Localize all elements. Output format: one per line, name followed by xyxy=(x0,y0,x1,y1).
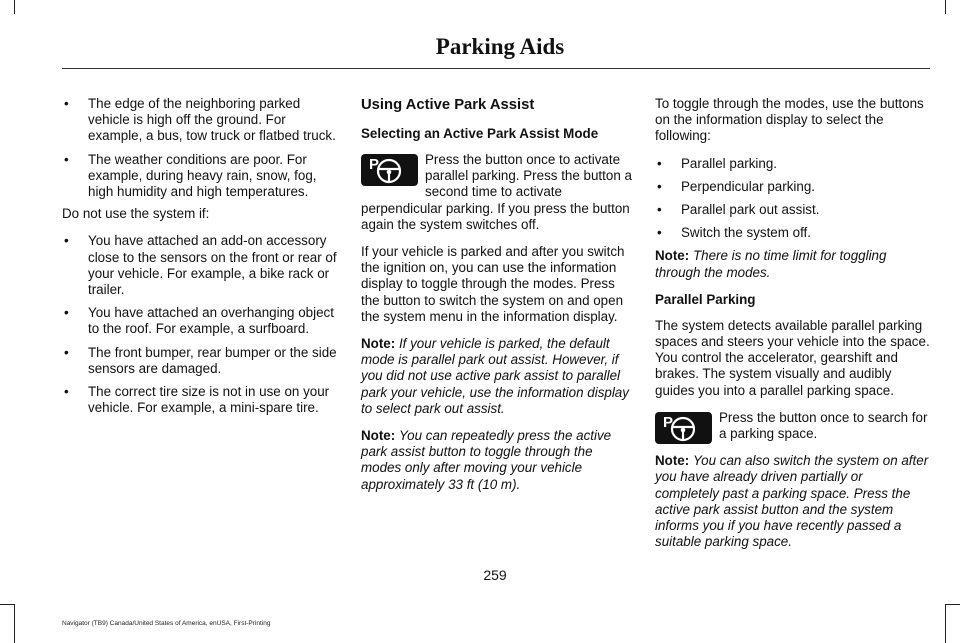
crop-mark-top-left-v xyxy=(14,0,15,14)
column-1 xyxy=(62,96,338,423)
paragraph: P Press the button once to activate parallel parking. Press the button a second time to activate perpendicular parking. If you press the button again the system switches off. xyxy=(361,152,632,232)
paragraph: The system detects available parallel parking spaces and steers your vehicle into the space. You control the accelerator, gearshift and brakes. The system visually and audibly guides you into a parallel parking space. xyxy=(655,317,930,398)
list-item: • Parallel park out assist. xyxy=(657,202,820,218)
crop-mark-top-right-v xyxy=(945,0,946,14)
column-2 xyxy=(361,96,633,504)
park-assist-button-icon xyxy=(655,412,712,444)
header-rule xyxy=(62,68,930,69)
list-item: • Parallel parking. xyxy=(657,155,778,171)
list-item: • The weather conditions are poor. For example, during heavy rain, snow, fog, high humidity and high temperatures. xyxy=(64,151,317,200)
list-item: • Switch the system off. xyxy=(657,225,811,241)
note: Note: You can repeatedly press the active park assist button to toggle through the modes only after moving your vehicle approximately 33 ft (10 m). xyxy=(361,428,612,492)
section-heading: Using Active Park Assist xyxy=(361,97,535,113)
park-assist-button-icon xyxy=(361,154,418,186)
column-3 xyxy=(655,96,930,561)
modes-list xyxy=(655,156,930,242)
paragraph: If your vehicle is parked and after you switch the ignition on, you can use the information display to toggle through the modes. Press the button to switch the system on and open the system menu in the information display. xyxy=(361,244,625,324)
note: Note: You can also switch the system on after you have already driven partially or completely past a parking space. Press the active park assist button and the system informs you if you have recently passed a suitable parking space. xyxy=(655,453,929,550)
page-title: Parking Aids xyxy=(435,34,565,59)
note: Note: If your vehicle is parked, the default mode is parallel park out assist. However, if you did not use active park assist to parallel park your vehicle, use the information display to select park out assist. xyxy=(361,336,629,416)
svg-text:P: P xyxy=(663,413,674,431)
bullet-icon: • xyxy=(64,384,69,400)
paragraph: To toggle through the modes, use the buttons on the information display to select the following: xyxy=(655,96,924,144)
do-not-use-list xyxy=(62,233,338,416)
list-item: • You have attached an add-on accessory close to the sensors on the front or rear of your vehicle. For example, a bike rack or trailer. xyxy=(64,233,337,298)
list-item: • The front bumper, rear bumper or the side sensors are damaged. xyxy=(64,344,337,376)
bullet-icon: • xyxy=(64,233,69,249)
crop-mark-bottom-left-v xyxy=(14,604,15,643)
crop-mark-bottom-right-h xyxy=(946,604,960,605)
list-item: • The edge of the neighboring parked vehicle is high off the ground. For example, a bus, tow truck or flatbed truck. xyxy=(64,96,336,144)
subsection-heading: Parallel Parking xyxy=(655,291,756,307)
bullet-icon: • xyxy=(657,202,662,218)
document-info: Navigator (TB9) Canada/United States of America, enUSA, First-Printing xyxy=(62,620,271,627)
bullet-icon: • xyxy=(657,178,662,194)
svg-text:P: P xyxy=(369,156,380,173)
list-item: • Perpendicular parking. xyxy=(657,178,815,194)
crop-mark-bottom-left-h xyxy=(0,604,14,605)
bullet-icon: • xyxy=(64,344,69,360)
bullet-icon: • xyxy=(657,155,662,171)
crop-mark-bottom-right-v xyxy=(945,604,946,643)
bullet-icon: • xyxy=(657,225,662,241)
bullet-icon: • xyxy=(64,96,69,111)
bullet-icon: • xyxy=(64,151,69,167)
conditions-list xyxy=(62,96,338,200)
subsection-heading: Selecting an Active Park Assist Mode xyxy=(361,126,599,141)
list-item: • The correct tire size is not in use on your vehicle. For example, a mini-spare tire. xyxy=(64,384,330,416)
list-item: • You have attached an overhanging object to the roof. For example, a surfboard. xyxy=(64,305,334,337)
note: Note: There is no time limit for toggling through the modes. xyxy=(655,248,887,280)
do-not-use-intro: Do not use the system if: xyxy=(62,206,210,222)
page-number: 259 xyxy=(483,567,507,583)
bullet-icon: • xyxy=(64,305,69,321)
paragraph: P Press the button once to search for a parking space. xyxy=(655,410,930,442)
